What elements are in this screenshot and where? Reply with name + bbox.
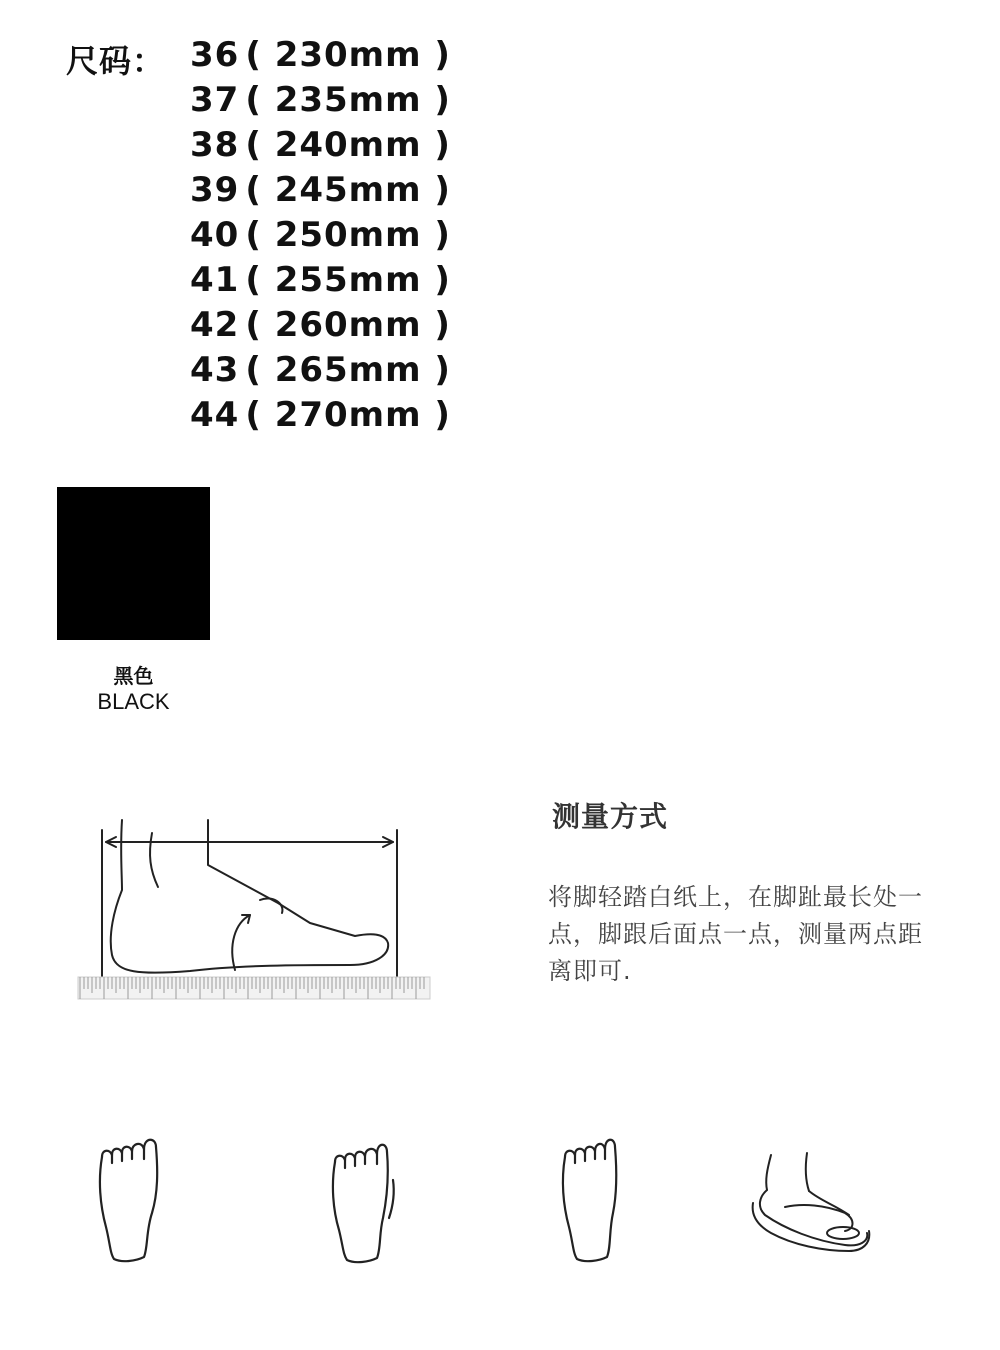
- size-row: [190, 33, 451, 78]
- size-row: [190, 78, 451, 123]
- size-number: 37: [190, 80, 240, 120]
- size-mm: ( 265mm ): [245, 350, 451, 390]
- foot-in-slide-icon: [745, 1145, 875, 1255]
- size-row: [190, 393, 451, 438]
- color-swatch-black[interactable]: [57, 487, 210, 640]
- size-chart-label: 尺码：: [66, 42, 166, 80]
- foot-top-toe-icon: [325, 1140, 405, 1270]
- measure-instructions: 将脚轻踏白纸上，在脚趾最长处一点，脚跟后面点一点，测量两点距离即可.: [548, 883, 923, 985]
- size-mm: ( 250mm ): [245, 215, 451, 255]
- size-number: 38: [190, 125, 240, 165]
- measure-title: 测量方式: [552, 800, 669, 833]
- foot-top-icon: [92, 1135, 172, 1270]
- size-mm: ( 240mm ): [245, 125, 451, 165]
- size-row: [190, 213, 451, 258]
- size-mm: ( 235mm ): [245, 80, 451, 120]
- size-row: [190, 348, 451, 393]
- size-number: 40: [190, 215, 240, 255]
- foot-top-plain-icon: [555, 1135, 635, 1270]
- size-number: 39: [190, 170, 240, 210]
- color-name-en: BLACK: [97, 689, 170, 714]
- size-row: [190, 258, 451, 303]
- foot-side-ruler-icon: [70, 815, 440, 1015]
- size-number: 44: [190, 395, 240, 435]
- size-mm: ( 260mm ): [245, 305, 451, 345]
- size-row: [190, 168, 451, 213]
- size-number: 36: [190, 35, 240, 75]
- size-number: 41: [190, 260, 240, 300]
- size-chart-list: [190, 33, 451, 438]
- color-name-cn: 黑色: [113, 664, 154, 688]
- size-mm: ( 270mm ): [245, 395, 451, 435]
- size-row: [190, 303, 451, 348]
- size-number: 42: [190, 305, 240, 345]
- size-number: 43: [190, 350, 240, 390]
- size-mm: ( 245mm ): [245, 170, 451, 210]
- size-mm: ( 230mm ): [245, 35, 451, 75]
- size-mm: ( 255mm ): [245, 260, 451, 300]
- size-row: [190, 123, 451, 168]
